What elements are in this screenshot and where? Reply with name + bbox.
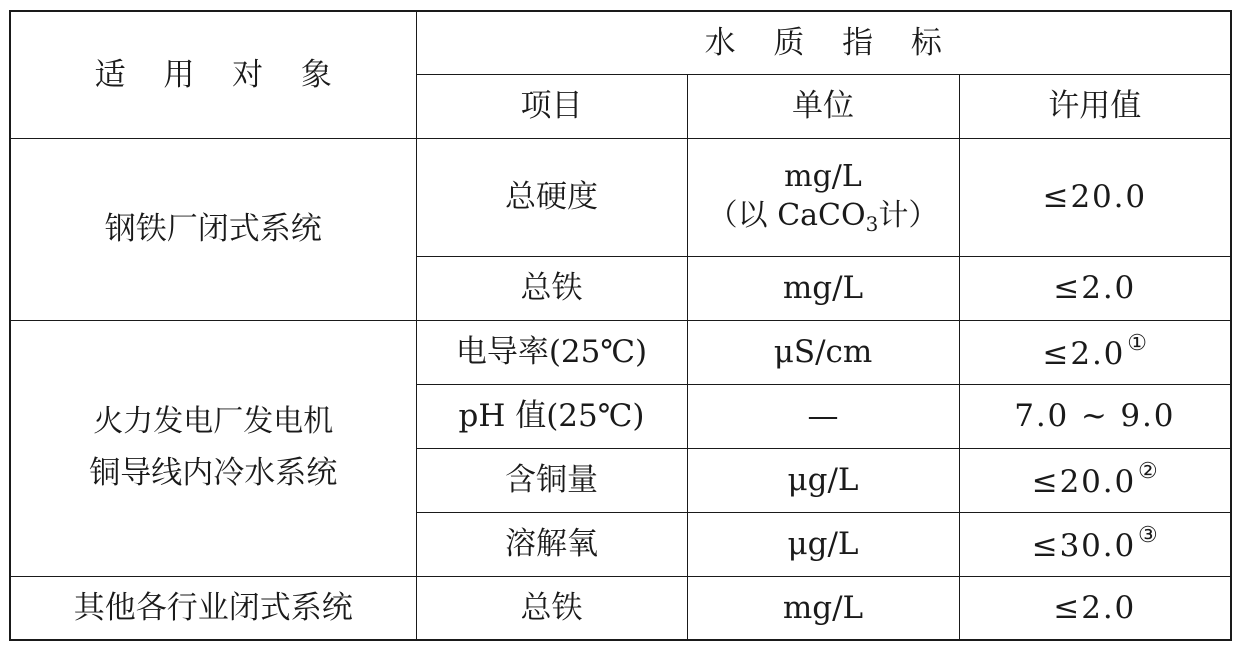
- unit-cell: —: [687, 384, 959, 448]
- table-row: [10, 138, 1231, 256]
- unit-line-1: mg/L: [784, 159, 862, 194]
- value-cell: [959, 384, 1231, 448]
- item-cell: 总铁: [416, 576, 687, 640]
- unit-cell: μS/cm: [687, 320, 959, 384]
- header-unit: 单位: [687, 74, 959, 138]
- header-applicable: 适 用 对 象: [10, 11, 416, 138]
- unit-line-2-prefix: （以 CaCO: [707, 198, 866, 233]
- header-row-1: [10, 11, 1231, 74]
- group-name-line-2: 铜导线内冷水系统: [89, 455, 338, 492]
- value-cell: [959, 512, 1231, 576]
- value-cell: [959, 320, 1231, 384]
- value-cell: [959, 256, 1231, 320]
- unit-cell: μg/L: [687, 512, 959, 576]
- value-text: 7.0 ~ 9.0: [1014, 397, 1176, 434]
- unit-cell: μg/L: [687, 448, 959, 512]
- footnote-marker: ①: [1127, 330, 1147, 356]
- unit-subscript: 3: [865, 212, 879, 236]
- header-item: 项目: [416, 74, 687, 138]
- table-row: [10, 576, 1231, 640]
- unit-cell: mg/L: [687, 576, 959, 640]
- water-quality-table-wrapper: [9, 10, 1232, 641]
- item-cell: 总硬度: [416, 138, 687, 256]
- value-text: ≤30.0: [1031, 527, 1137, 564]
- item-cell: 电导率(25℃): [416, 320, 687, 384]
- unit-cell: [687, 138, 959, 256]
- value-cell: [959, 448, 1231, 512]
- group-name-line-1: 火力发电厂发电机: [93, 404, 334, 440]
- value-cell: [959, 576, 1231, 640]
- value-text: ≤2.0: [1053, 269, 1137, 306]
- value-text: ≤20.0: [1031, 463, 1137, 500]
- value-text: ≤2.0: [1053, 589, 1137, 626]
- value-text: ≤20.0: [1042, 178, 1147, 215]
- item-cell: 总铁: [416, 256, 687, 320]
- group-name: 其他各行业闭式系统: [10, 576, 416, 640]
- item-cell: 含铜量: [416, 448, 687, 512]
- table-row: [10, 320, 1231, 384]
- footnote-marker: ③: [1138, 522, 1158, 548]
- group-name: 钢铁厂闭式系统: [10, 138, 416, 320]
- item-cell: 溶解氧: [416, 512, 687, 576]
- value-text: ≤2.0: [1042, 335, 1126, 372]
- unit-cell: mg/L: [687, 256, 959, 320]
- footnote-marker: ②: [1138, 458, 1158, 484]
- item-cell: pH 值(25℃): [416, 384, 687, 448]
- header-quality-index: 水 质 指 标: [416, 11, 1231, 74]
- header-allowed: 许用值: [959, 74, 1231, 138]
- water-quality-table: [9, 10, 1232, 641]
- group-name: [10, 320, 416, 576]
- unit-line-2: [688, 196, 959, 237]
- unit-line-2-suffix: 计）: [878, 198, 939, 233]
- value-cell: [959, 138, 1231, 256]
